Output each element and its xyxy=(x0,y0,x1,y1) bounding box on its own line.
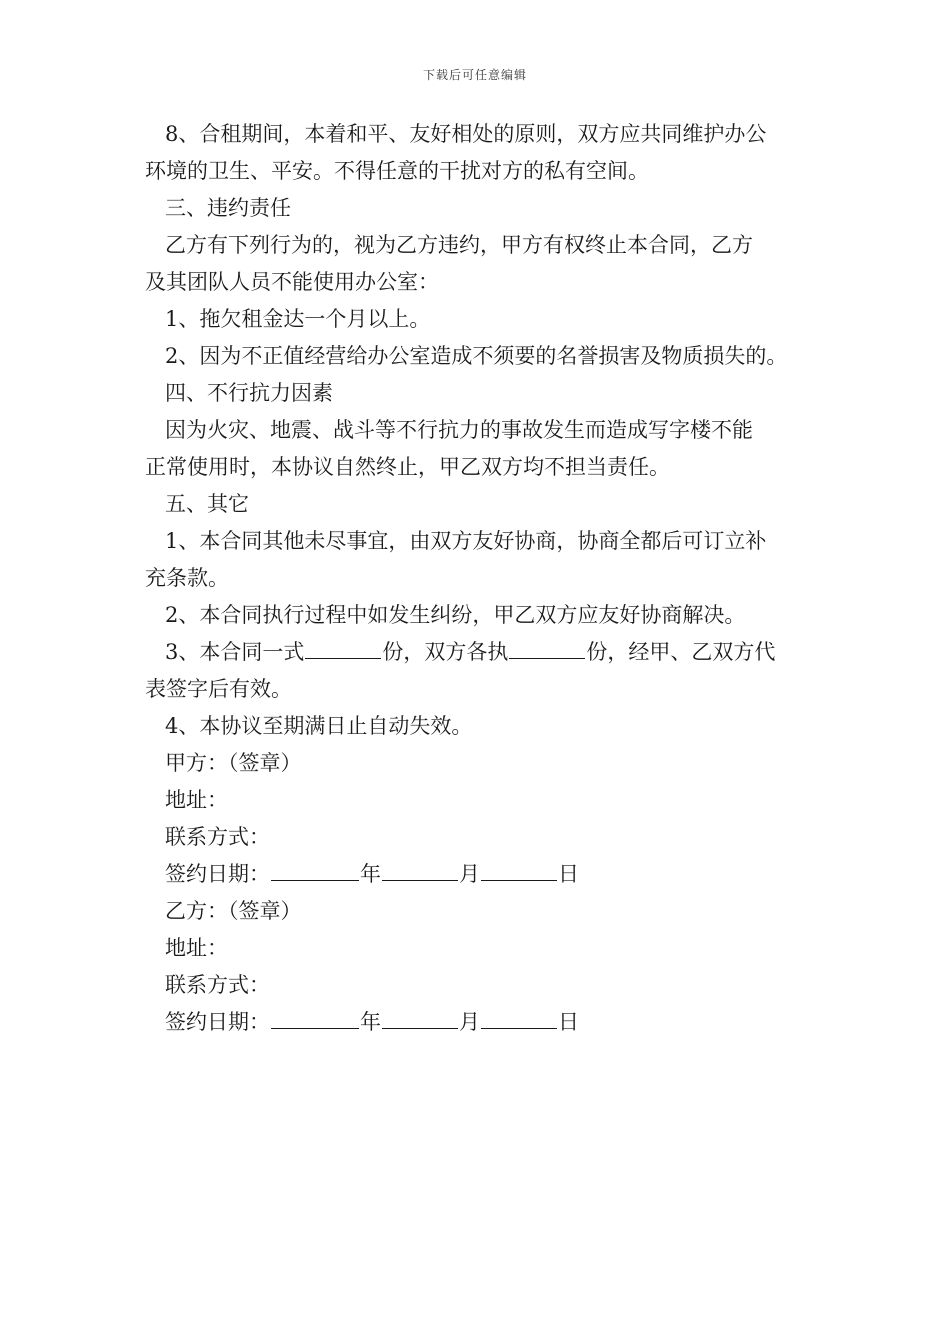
section-4-line-1: 因为火灾、地震、战斗等不行抗力的事故发生而造成写字楼不能 xyxy=(165,418,753,442)
party-a-sign-label: 甲方：（签章） xyxy=(165,751,302,775)
section-3-intro-line-1: 乙方有下列行为的，视为乙方违约，甲方有权终止本合同，乙方 xyxy=(165,233,753,257)
section-4-heading: 四、不行抗力因素 xyxy=(165,381,333,405)
clause-8-line-1: 8、合租期间，本着和平、友好相处的原则，双方应共同维护办公 xyxy=(165,122,767,146)
party-b-month-blank xyxy=(382,1004,458,1029)
party-a-date-line xyxy=(145,856,817,893)
party-a-day-blank xyxy=(481,856,557,881)
party-b-date-line xyxy=(145,1004,817,1041)
clause-8-line-2: 环境的卫生、平安。不得任意的干扰对方的私有空间。 xyxy=(145,159,649,183)
party-a-month-label: 月 xyxy=(459,862,480,886)
party-a-month-blank xyxy=(382,856,458,881)
section-3-item-1: 1、拖欠租金达一个月以上。 xyxy=(165,307,431,331)
party-a-contact-label: 联系方式： xyxy=(165,825,270,849)
document-body xyxy=(145,116,817,1041)
section-4-line-2: 正常使用时，本协议自然终止，甲乙双方均不担当责任。 xyxy=(145,455,670,479)
section-5-item-4: 4、本协议至期满日止自动失效。 xyxy=(165,714,473,738)
party-a-year-label: 年 xyxy=(360,862,381,886)
party-b-year-blank xyxy=(271,1004,359,1029)
party-b-month-label: 月 xyxy=(459,1010,480,1034)
party-a-date-label: 签约日期： xyxy=(165,862,270,886)
party-b-sign-label: 乙方：（签章） xyxy=(165,899,302,923)
section-5-item-3-line-1 xyxy=(145,634,817,671)
party-a-year-blank xyxy=(271,856,359,881)
section-5-item-3-line-2: 表签字后有效。 xyxy=(145,677,292,701)
party-b-day-blank xyxy=(481,1004,557,1029)
section-5-heading: 五、其它 xyxy=(165,492,249,516)
section-5-item-1-line-1: 1、本合同其他未尽事宜，由双方友好协商，协商全都后可订立补 xyxy=(165,529,767,553)
section-3-heading: 三、违约责任 xyxy=(165,196,291,220)
section-5-item-2: 2、本合同执行过程中如发生纠纷，甲乙双方应友好协商解决。 xyxy=(165,603,746,627)
copies-total-blank xyxy=(305,634,381,659)
party-a-address-label: 地址： xyxy=(165,788,228,812)
item-3-text-2: 份，双方各执 xyxy=(382,640,509,664)
party-b-contact-label: 联系方式： xyxy=(165,973,270,997)
copies-each-blank xyxy=(509,634,585,659)
item-3-text-3: 份，经甲、乙双方代 xyxy=(586,640,776,664)
section-3-item-2: 2、因为不正值经营给办公室造成不须要的名誉损害及物质损失的。 xyxy=(165,344,788,368)
party-b-day-label: 日 xyxy=(558,1010,579,1034)
party-b-year-label: 年 xyxy=(360,1010,381,1034)
page-header-note: 下载后可任意编辑 xyxy=(422,68,527,82)
section-3-intro-line-2: 及其团队人员不能使用办公室： xyxy=(145,270,439,294)
section-5-item-1-line-2: 充条款。 xyxy=(145,566,229,590)
party-b-date-label: 签约日期： xyxy=(165,1010,270,1034)
party-b-address-label: 地址： xyxy=(165,936,228,960)
party-a-day-label: 日 xyxy=(558,862,579,886)
item-3-text-1: 3、本合同一式 xyxy=(165,640,305,664)
